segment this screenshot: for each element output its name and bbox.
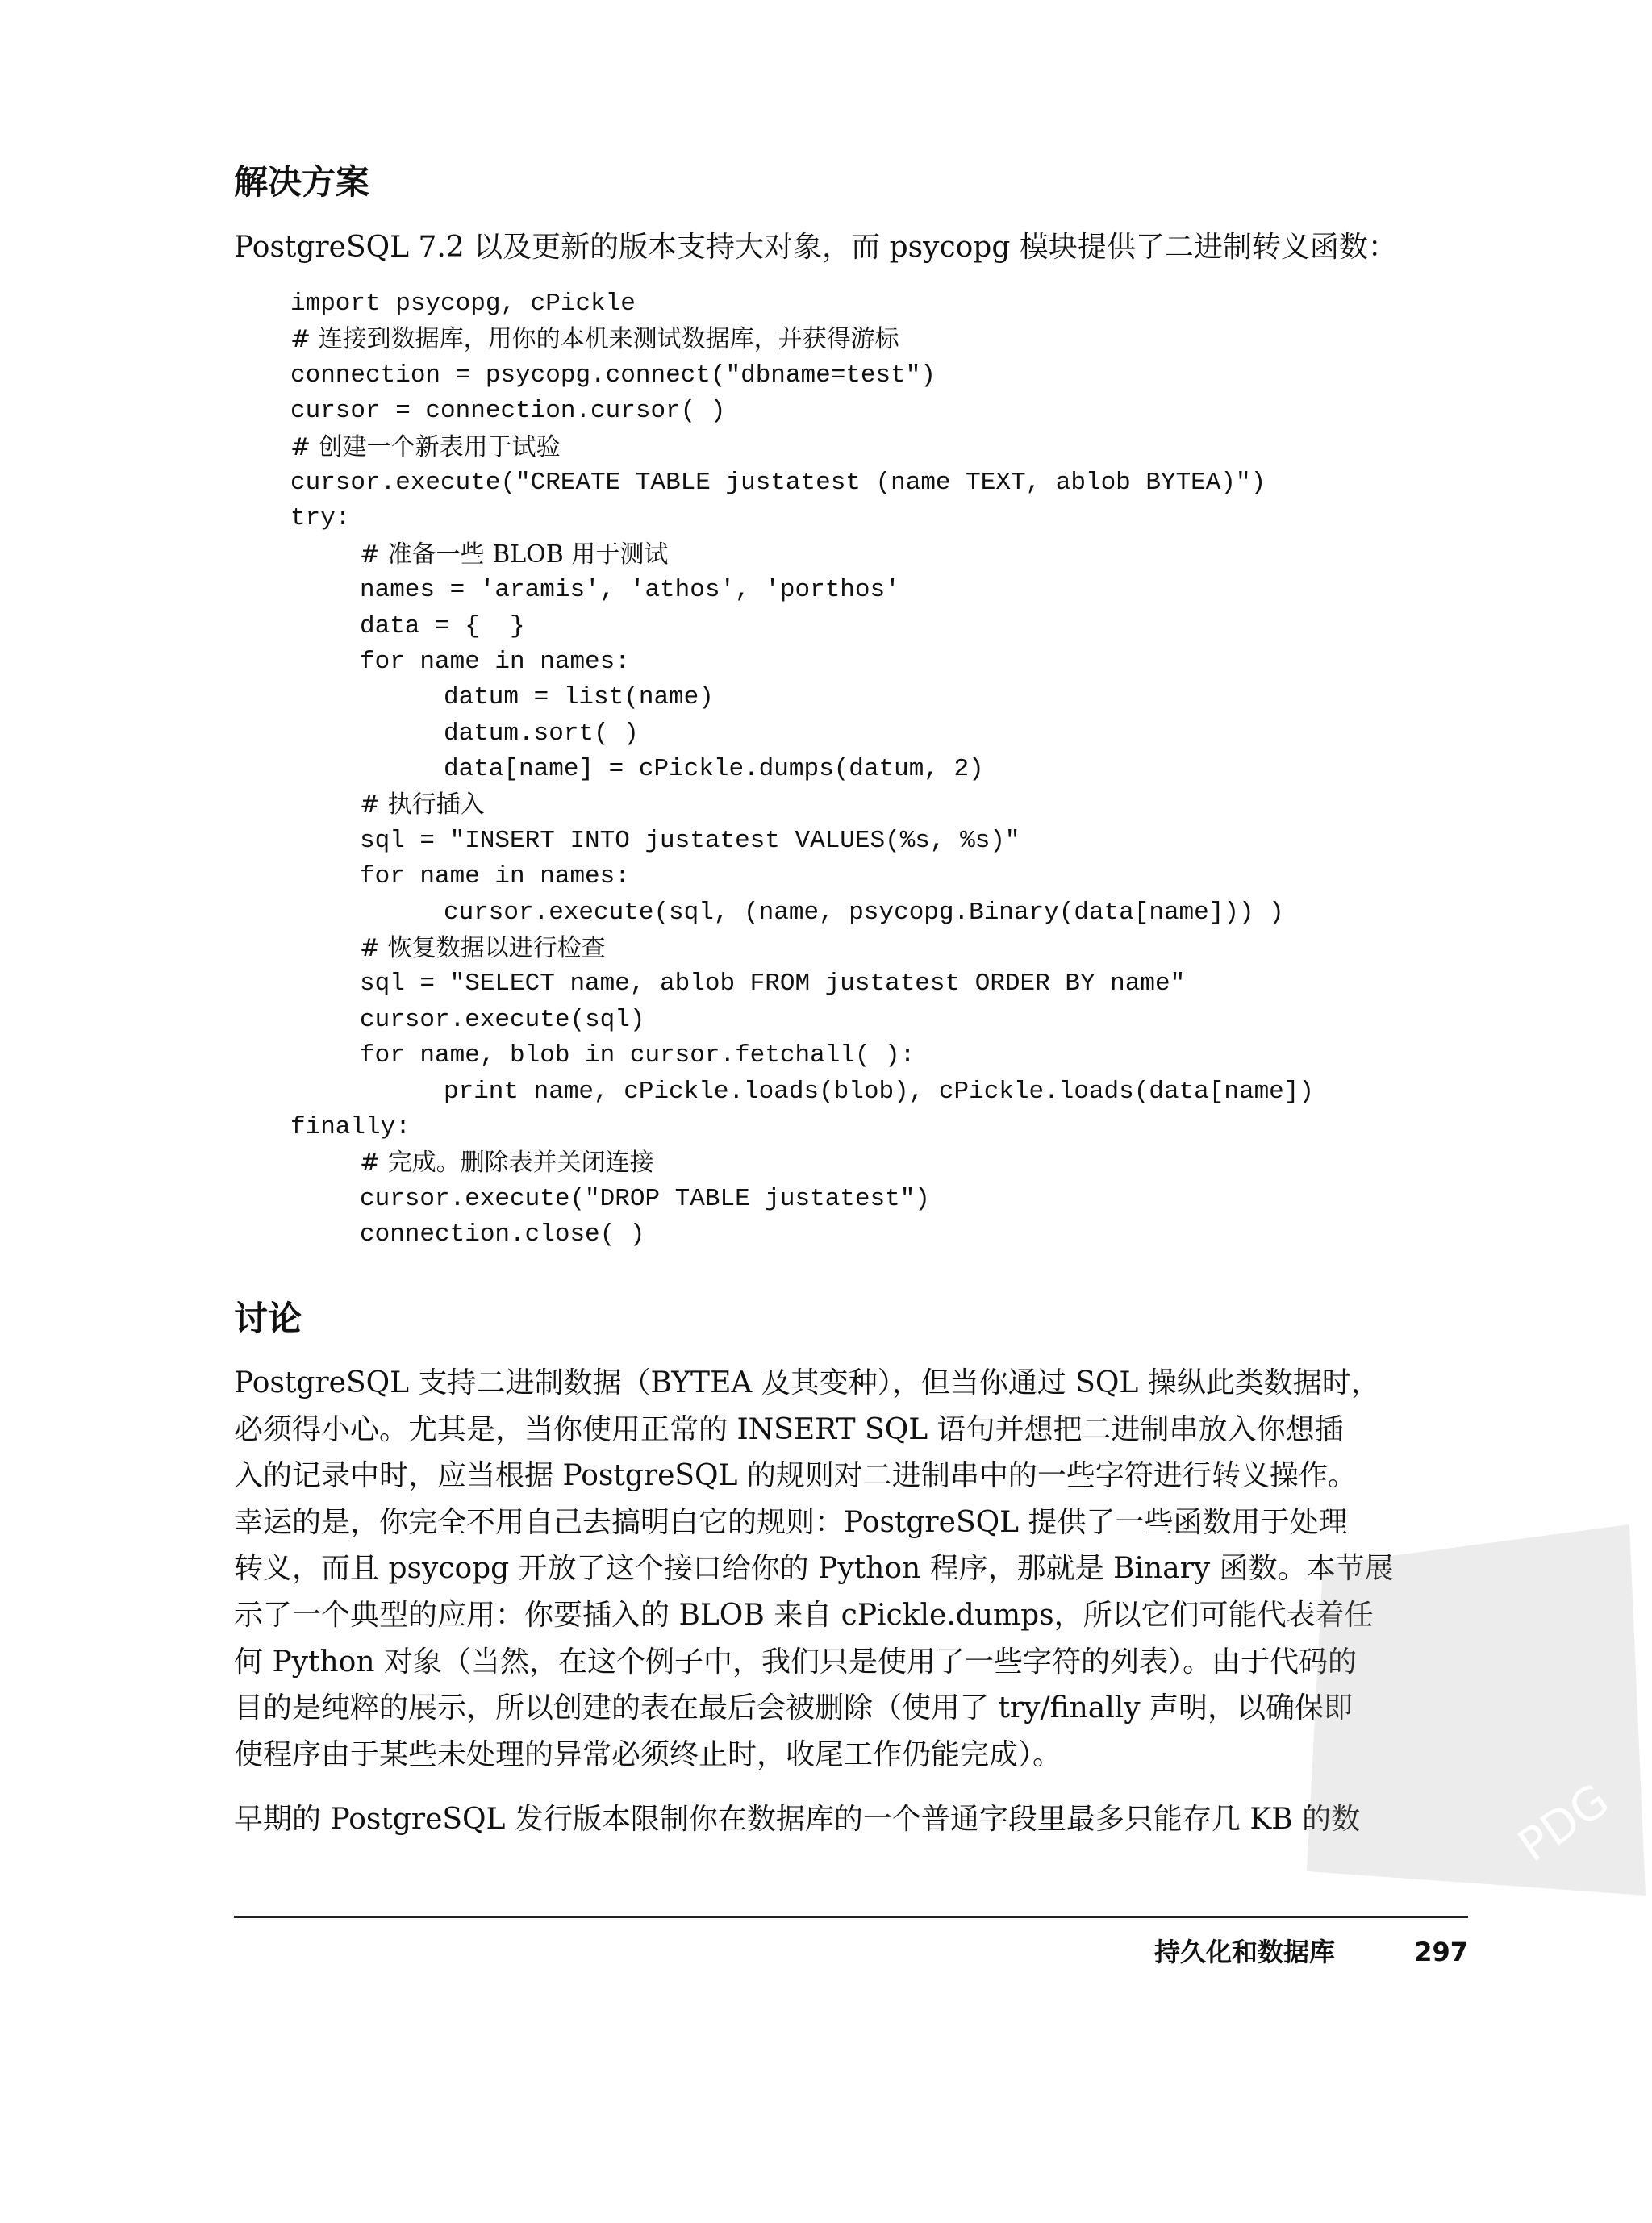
discussion-paragraph-2: [234, 1796, 1468, 1843]
code-line: for name in names:: [360, 647, 630, 676]
code-line: data[name] = cPickle.dumps(datum, 2): [444, 755, 984, 784]
paragraph-line: 示了一个典型的应用：你要插入的 BLOB 来自 cPickle.dumps，所以它们可能代表着任: [234, 1598, 1374, 1632]
code-line: connection.close( ): [360, 1220, 645, 1249]
code-comment-line: # 恢复数据以进行检查: [360, 934, 606, 963]
footer-rule: [234, 1916, 1468, 1918]
page-footer: [234, 1932, 1468, 1972]
code-comment-line: # 准备一些 BLOB 用于测试: [360, 540, 669, 569]
code-line: names = 'aramis', 'athos', 'porthos': [360, 576, 900, 605]
solution-intro-text: PostgreSQL 7.2 以及更新的版本支持大对象，而 psycopg 模块提供了二进制转义函数：: [234, 231, 1397, 264]
code-line: cursor.execute("CREATE TABLE justatest (name TEXT, ablob BYTEA)"): [290, 468, 1266, 497]
code-comment-line: # 创建一个新表用于试验: [290, 432, 561, 461]
code-line: print name, cPickle.loads(blob), cPickle.loads(data[name]): [444, 1077, 1314, 1106]
code-listing: [290, 286, 1468, 1253]
code-line: sql = "INSERT INTO justatest VALUES(%s, %s)": [360, 826, 1020, 855]
paragraph-line: 目的是纯粹的展示，所以创建的表在最后会被删除（使用了 try/finally 声明，以确保即: [234, 1691, 1354, 1725]
code-line: finally:: [290, 1112, 411, 1141]
solution-intro: [234, 224, 1468, 271]
paragraph-line: 早期的 PostgreSQL 发行版本限制你在数据库的一个普通字段里最多只能存几 KB 的数: [234, 1803, 1361, 1836]
code-line: cursor.execute(sql, (name, psycopg.Binary(data[name])) ): [444, 898, 1284, 927]
code-comment-line: # 完成。删除表并关闭连接: [360, 1149, 654, 1178]
paragraph-line: 入的记录中时，应当根据 PostgreSQL 的规则对二进制串中的一些字符进行转义操作。: [234, 1459, 1357, 1493]
code-line: connection = psycopg.connect("dbname=test"): [290, 361, 936, 390]
code-line: try:: [290, 504, 351, 533]
discussion-heading: 讨论: [234, 1299, 302, 1338]
solution-heading: 解决方案: [234, 162, 370, 202]
watermark-text: PDG: [1508, 1774, 1619, 1873]
code-comment-line: # 连接到数据库，用你的本机来测试数据库，并获得游标: [290, 325, 899, 354]
code-line: for name, blob in cursor.fetchall( ):: [360, 1041, 916, 1070]
paragraph-line: 必须得小心。尤其是，当你使用正常的 INSERT SQL 语句并想把二进制串放入你想插: [234, 1412, 1344, 1446]
paragraph-line: 何 Python 对象（当然，在这个例子中，我们只是使用了一些字符的列表）。由于代码的: [234, 1645, 1357, 1679]
footer-section-title: 持久化和数据库: [1153, 1937, 1335, 1967]
paragraph-line: 幸运的是，你完全不用自己去搞明白它的规则：PostgreSQL 提供了一些函数用于处理: [234, 1505, 1348, 1539]
code-line: cursor.execute("DROP TABLE justatest"): [360, 1184, 930, 1213]
code-comment-line: # 执行插入: [360, 790, 485, 820]
code-line: cursor = connection.cursor( ): [290, 397, 726, 426]
code-line: data = { }: [360, 611, 525, 640]
code-line: datum = list(name): [444, 683, 714, 712]
code-line: cursor.execute(sql): [360, 1005, 645, 1034]
code-line: import psycopg, cPickle: [290, 290, 636, 318]
paragraph-line: 使程序由于某些未处理的异常必须终止时，收尾工作仍能完成）。: [234, 1737, 1062, 1771]
code-line: sql = "SELECT name, ablob FROM justatest ORDER BY name": [360, 970, 1186, 999]
paragraph-line: PostgreSQL 支持二进制数据（BYTEA 及其变种），但当你通过 SQL 操纵此类数据时，: [234, 1366, 1380, 1399]
paragraph-line: 转义，而且 psycopg 开放了这个接口给你的 Python 程序，那就是 Binary 函数。本节展: [234, 1552, 1394, 1586]
code-line: for name in names:: [360, 862, 630, 891]
page-number: 297: [1414, 1937, 1468, 1967]
discussion-paragraph-1: [234, 1360, 1468, 1778]
code-line: datum.sort( ): [444, 719, 639, 748]
